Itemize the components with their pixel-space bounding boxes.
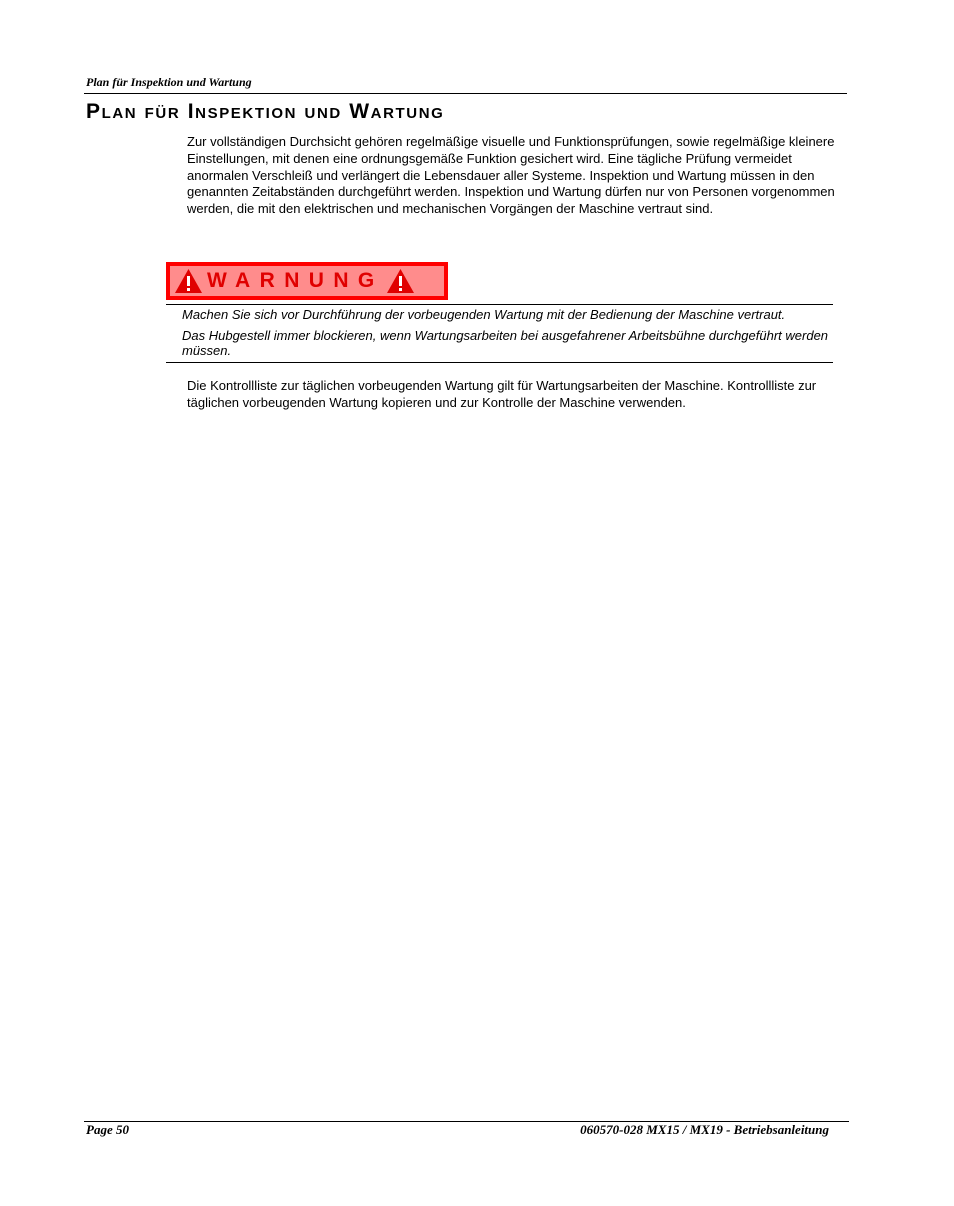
warning-triangle-icon xyxy=(386,268,415,294)
checklist-paragraph: Die Kontrollliste zur täglichen vorbeugenden Wartung gilt für Wartungsarbeiten der Maschine. Kontrollliste zur täglichen vorbeugenden Wartung kopieren und zur Kontrolle der Maschine verwenden. xyxy=(187,378,817,410)
warning-message: Machen Sie sich vor Durchführung der vorbeugenden Wartung mit der Bedienung der Maschine vertraut. xyxy=(182,307,786,322)
page-title: Plan für Inspektion und Wartung xyxy=(86,100,445,123)
intro-paragraph: Zur vollständigen Durchsicht gehören regelmäßige visuelle und Funktionsprüfungen, sowie regelmäßige kleinere Einstellungen, mit denen eine ordnungsgemäße Funktion gesichert wird. Eine tägliche Prüfung vermeidet anormalen Verschleiß und verlängert die Lebensdauer aller Systeme. Inspektion und Wartung müssen in den genannten Zeitabständen durchgeführt werden. Inspektion und Wartung dürfen nur von Personen vorgenommen werden, die mit den elektrischen und mechanischen Vorgängen der Maschine vertraut sind. xyxy=(187,134,835,217)
warning-rule-bottom xyxy=(166,362,833,363)
document-id: 060570-028 MX15 / MX19 - Betriebsanleitung xyxy=(580,1122,829,1137)
header-rule xyxy=(84,93,847,94)
warning-banner-inner xyxy=(170,266,444,296)
running-header: Plan für Inspektion und Wartung xyxy=(86,75,252,89)
warning-label: WARNUNG xyxy=(207,269,384,292)
warning-triangle-icon xyxy=(174,268,203,294)
warning-message: Das Hubgestell immer blockieren, wenn Wartungsarbeiten bei ausgefahrener Arbeitsbühne durchgeführt werden müssen. xyxy=(182,328,829,358)
warning-banner xyxy=(166,262,448,300)
warning-rule-top xyxy=(166,304,833,305)
page-number: Page 50 xyxy=(86,1122,129,1137)
